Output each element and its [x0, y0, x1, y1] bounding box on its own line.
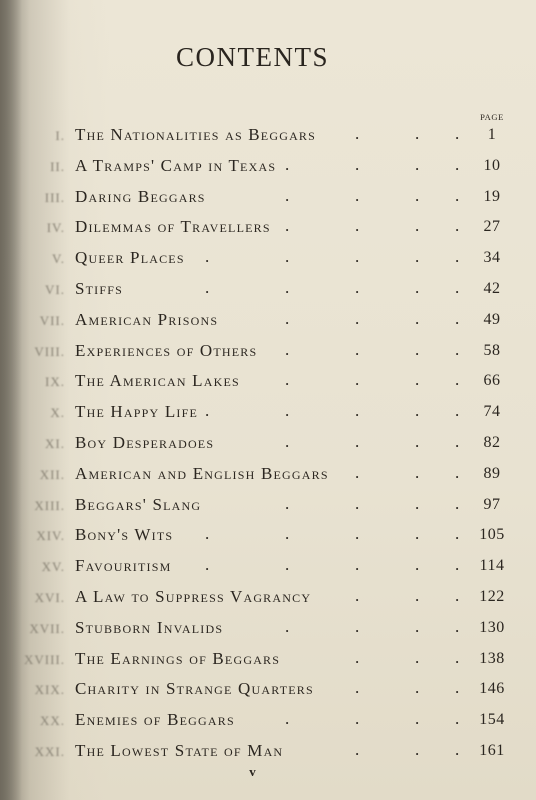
chapter-number: V. [52, 251, 65, 267]
chapter-title: The Earnings of Beggars [75, 648, 281, 668]
leader-dot: . [205, 247, 210, 267]
leader-dot: . [285, 493, 290, 513]
chapter-number: XVI. [34, 590, 65, 605]
chapter-number: XVIII. [23, 651, 65, 667]
leader-dot: . [285, 278, 290, 297]
chapter-number: I. [55, 128, 65, 143]
toc-entry [0, 124, 536, 150]
toc-entry [0, 524, 536, 550]
page-number: 49 [483, 310, 501, 328]
chapter-title: The American Lakes [75, 371, 240, 391]
leader-dot: . [415, 462, 420, 482]
chapter-number: XXI. [34, 744, 65, 759]
chapter-number: IV. [46, 220, 65, 236]
chapter-title: Dilemmas of Travellers [75, 217, 271, 237]
page-number: 27 [483, 218, 501, 236]
leader-dot: . [355, 278, 360, 297]
leader-dot: . [355, 154, 360, 174]
toc-entry [0, 709, 536, 735]
toc-entry [0, 740, 536, 766]
page-number: 105 [479, 526, 505, 544]
toc-entry [0, 216, 536, 242]
chapter-title: Favouritism [75, 556, 172, 576]
chapter-number: II. [50, 158, 65, 174]
leader-dot: . [355, 493, 360, 513]
leader-dot: . [455, 493, 460, 513]
leader-dot: . [455, 278, 460, 297]
page-number: 89 [483, 464, 501, 482]
leader-dot: . [285, 308, 290, 328]
page-number: 138 [479, 649, 505, 667]
chapter-title: The Nationalities as Beggars [75, 125, 317, 144]
leader-dot: . [415, 278, 420, 297]
page-number: 66 [483, 372, 501, 390]
page-number: 161 [479, 742, 505, 759]
toc-entry [0, 155, 536, 181]
leader-dot: . [285, 185, 290, 205]
chapter-number: IX. [45, 374, 65, 390]
leader-dot: . [355, 308, 360, 328]
page-number: 122 [479, 588, 505, 605]
page-number: 19 [483, 187, 501, 205]
leader-dot: . [455, 616, 460, 636]
leader-dot: . [455, 185, 460, 205]
leader-dot: . [455, 370, 460, 390]
chapter-title: Stubborn Invalids [75, 617, 224, 637]
page-number: 154 [479, 711, 505, 729]
leader-dot: . [415, 247, 420, 267]
leader-dot: . [415, 709, 420, 729]
leader-dot: . [455, 647, 460, 667]
leader-dot: . [455, 216, 460, 236]
page-number: 114 [479, 557, 505, 575]
toc-entry [0, 678, 536, 704]
chapter-number: XX. [39, 713, 65, 729]
leader-dot: . [355, 647, 360, 667]
chapter-title: Beggars' Slang [75, 494, 202, 514]
leader-dot: . [285, 216, 290, 236]
leader-dot: . [415, 339, 420, 359]
leader-dot: . [285, 432, 290, 451]
chapter-title: Bony's Wits [75, 525, 174, 545]
chapter-number: XI. [45, 436, 65, 451]
leader-dot: . [285, 401, 290, 421]
leader-dot: . [355, 247, 360, 267]
leader-dot: . [455, 401, 460, 421]
leader-dot: . [205, 555, 210, 575]
toc-entry [0, 340, 536, 366]
leader-dot: . [455, 555, 460, 575]
toc-entry [0, 309, 536, 335]
toc-entry [0, 247, 536, 273]
leader-dot: . [355, 678, 360, 698]
chapter-title: American and English Beggars [75, 463, 329, 483]
page-number: 130 [479, 618, 505, 636]
chapter-title: Stiffs [75, 279, 124, 298]
leader-dot: . [415, 678, 420, 698]
chapter-number: XV. [41, 559, 65, 575]
leader-dot: . [355, 401, 360, 421]
chapter-number: III. [44, 189, 65, 205]
toc-entry [0, 432, 536, 458]
leader-dot: . [355, 339, 360, 359]
leader-dot: . [355, 616, 360, 636]
chapter-number: XVII. [29, 620, 65, 636]
leader-dot: . [455, 678, 460, 698]
chapter-number: X. [50, 405, 65, 421]
leader-dot: . [285, 247, 290, 267]
toc-entry [0, 278, 536, 304]
leader-dot: . [355, 555, 360, 575]
toc-entry [0, 494, 536, 520]
chapter-title: The Lowest State of Man [75, 741, 284, 760]
leader-dot: . [355, 185, 360, 205]
toc-entry [0, 586, 536, 612]
leader-dot: . [455, 308, 460, 328]
leader-dot: . [355, 370, 360, 390]
toc-entry [0, 401, 536, 427]
contents-heading: CONTENTS [176, 42, 329, 72]
leader-dot: . [415, 401, 420, 421]
leader-dot: . [455, 524, 460, 544]
leader-dot: . [455, 124, 460, 143]
leader-dot: . [455, 709, 460, 729]
leader-dot: . [415, 740, 420, 759]
leader-dot: . [415, 370, 420, 390]
leader-dot: . [285, 555, 290, 575]
leader-dot: . [455, 740, 460, 759]
leader-dot: . [415, 524, 420, 544]
chapter-title: Queer Places [75, 248, 185, 268]
leader-dot: . [415, 124, 420, 143]
chapter-title: A Tramps' Camp in Texas [75, 155, 277, 175]
leader-dot: . [455, 586, 460, 605]
chapter-title: The Happy Life [75, 402, 199, 422]
chapter-number: XIII. [34, 497, 65, 513]
leader-dot: . [415, 216, 420, 236]
chapter-title: Daring Beggars [75, 186, 206, 206]
leader-dot: . [355, 586, 360, 605]
toc-entry [0, 463, 536, 489]
leader-dot: . [355, 462, 360, 482]
leader-dot: . [415, 616, 420, 636]
chapter-number: XIV. [36, 528, 65, 544]
leader-dot: . [415, 647, 420, 667]
leader-dot: . [415, 555, 420, 575]
toc-entry [0, 555, 536, 581]
page-number: 74 [483, 403, 501, 421]
chapter-number: VI. [45, 282, 65, 297]
leader-dot: . [285, 339, 290, 359]
leader-dot: . [205, 278, 210, 297]
leader-dot: . [205, 524, 210, 544]
chapter-title: American Prisons [75, 309, 219, 329]
chapter-number: VII. [39, 312, 65, 328]
leader-dot: . [285, 154, 290, 174]
toc-entry [0, 648, 536, 674]
toc-entry [0, 186, 536, 212]
leader-dot: . [285, 370, 290, 390]
chapter-number: XIX. [34, 682, 65, 698]
leader-dot: . [455, 339, 460, 359]
chapter-title: Enemies of Beggars [75, 710, 235, 730]
leader-dot: . [285, 616, 290, 636]
leader-dot: . [415, 432, 420, 451]
chapter-title: A Law to Suppress Vagrancy [75, 587, 312, 606]
chapter-number: VIII. [34, 343, 65, 359]
leader-dot: . [415, 154, 420, 174]
leader-dot: . [455, 462, 460, 482]
chapter-title: Charity in Strange Quarters [75, 679, 314, 699]
page-number: 1 [487, 126, 497, 143]
leader-dot: . [355, 432, 360, 451]
page-number: 34 [483, 249, 501, 267]
toc-entry [0, 617, 536, 643]
leader-dot: . [455, 432, 460, 451]
leader-dot: . [415, 586, 420, 605]
page-number: 58 [483, 341, 501, 359]
page-number: 82 [483, 434, 501, 451]
leader-dot: . [355, 124, 360, 143]
chapter-number: XII. [39, 466, 65, 482]
leader-dot: . [455, 154, 460, 174]
leader-dot: . [285, 524, 290, 544]
page-column-label: PAGE [480, 112, 504, 122]
leader-dot: . [355, 740, 360, 759]
leader-dot: . [355, 709, 360, 729]
page-folio: v [249, 764, 256, 779]
leader-dot: . [455, 247, 460, 267]
leader-dot: . [285, 709, 290, 729]
chapter-title: Boy Desperadoes [75, 433, 215, 452]
toc-entry [0, 370, 536, 396]
page-number: 10 [483, 156, 501, 174]
page-number: 97 [483, 495, 501, 513]
leader-dot: . [355, 524, 360, 544]
chapter-title: Experiences of Others [75, 340, 258, 360]
leader-dot: . [415, 185, 420, 205]
leader-dot: . [355, 216, 360, 236]
leader-dot: . [415, 308, 420, 328]
leader-dot: . [205, 401, 210, 421]
leader-dot: . [415, 493, 420, 513]
page-number: 146 [479, 680, 505, 698]
page-number: 42 [483, 280, 501, 297]
